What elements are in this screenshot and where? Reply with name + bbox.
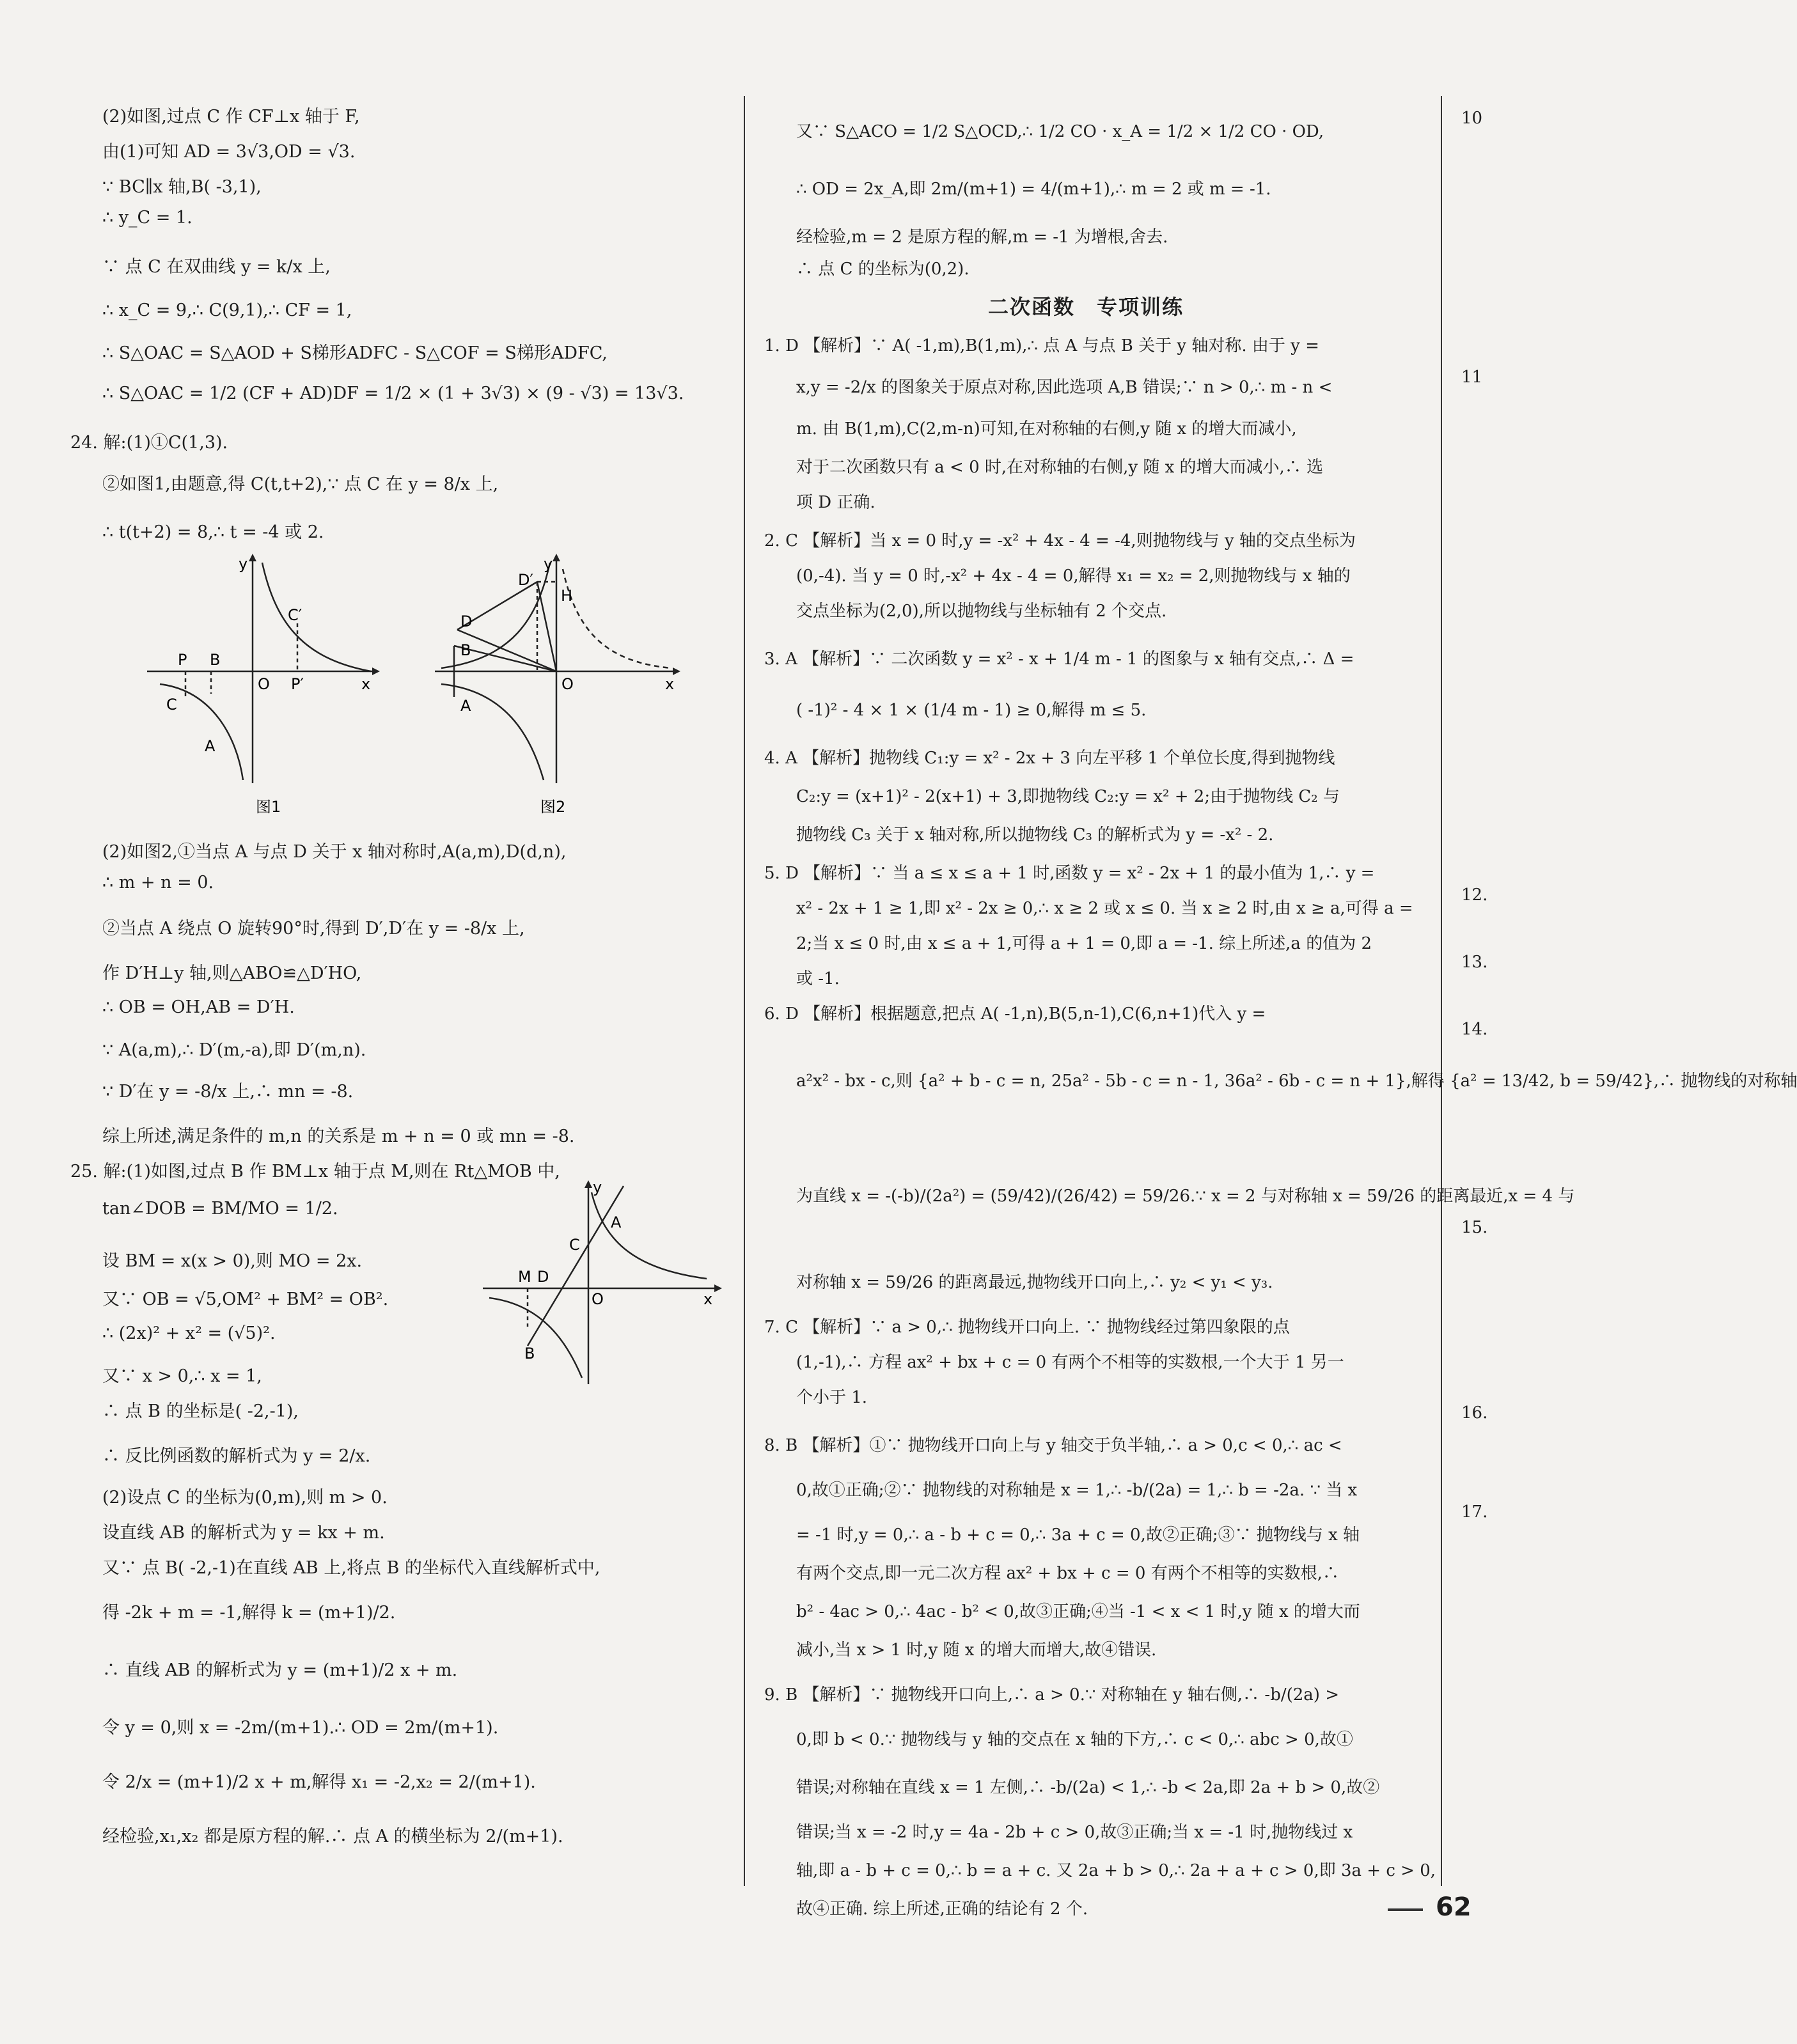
text-line: 又∵ 点 B( -2,-1)在直线 AB 上,将点 B 的坐标代入直线解析式中, — [102, 1558, 600, 1578]
edge-number: 12. — [1461, 885, 1488, 905]
label-o: O — [561, 675, 574, 693]
label-d: D — [537, 1268, 549, 1286]
answer-line: 为直线 x = -(-b)/(2a²) = (59/42)/(26/42) = 59/26.∵ x = 2 与对称轴 x = 59/26 的距离最近,x = 4 与 — [796, 1187, 1575, 1206]
answer-line: b² - 4ac > 0,∴ 4ac - b² < 0,故③正确;④当 -1 < x < 1 时,y 随 x 的增大而 — [796, 1602, 1360, 1621]
answer-line: 有两个交点,即一元二次方程 ax² + bx + c = 0 有两个不相等的实数根,∴ — [796, 1564, 1339, 1583]
answer-line: ( -1)² - 4 × 1 × (1/4 m - 1) ≥ 0,解得 m ≤ 5. — [796, 701, 1147, 720]
text-line: 令 2/x = (m+1)/2 x + m,解得 x₁ = -2,x₂ = 2/(m+1). — [102, 1772, 536, 1792]
label-a: A — [611, 1213, 622, 1231]
answer-line: 轴,即 a - b + c = 0,∴ b = a + c. 又 2a + b > 0,∴ 2a + a + c > 0,即 3a + c > 0, — [796, 1861, 1436, 1880]
text-line: ∵ A(a,m),∴ D′(m,-a),即 D′(m,n). — [102, 1040, 366, 1060]
figure-2-caption: 图2 — [540, 798, 566, 816]
answer-line: 0,故①正确;②∵ 抛物线的对称轴是 x = 1,∴ -b/(2a) = 1,∴ b = -2a. ∵ 当 x — [796, 1481, 1358, 1500]
figure-1 — [141, 543, 396, 818]
label-b: B — [524, 1345, 535, 1362]
text-line: 又∵ x > 0,∴ x = 1, — [102, 1366, 262, 1386]
answer-line: x,y = -2/x 的图象关于原点对称,因此选项 A,B 错误;∵ n > 0,∴ m - n < — [796, 378, 1333, 397]
edge-number: 13. — [1461, 953, 1488, 972]
hyperbola-branch-right — [592, 1192, 707, 1279]
answer-line: 错误;对称轴在直线 x = 1 左侧,∴ -b/(2a) < 1,∴ -b < 2a,即 2a + b > 0,故② — [796, 1778, 1380, 1797]
text-line: ②如图1,由题意,得 C(t,t+2),∵ 点 C 在 y = 8/x 上, — [102, 474, 499, 494]
answer-line: 8. B 【解析】①∵ 抛物线开口向上与 y 轴交于负半轴,∴ a > 0,c < 0,∴ ac < — [764, 1436, 1342, 1455]
answer-line: 3. A 【解析】∵ 二次函数 y = x² - x + 1/4 m - 1 的图象与 x 轴有交点,∴ Δ = — [764, 650, 1354, 669]
text-line: ∴ y_C = 1. — [102, 208, 192, 228]
answer-line: x² - 2x + 1 ≥ 1,即 x² - 2x ≥ 0,∴ x ≥ 2 或 x ≤ 0. 当 x ≥ 2 时,由 x ≥ a,可得 a = — [796, 899, 1413, 918]
text-line: ∴ OB = OH,AB = D′H. — [102, 997, 295, 1017]
text-line: ∴ (2x)² + x² = (√5)². — [102, 1323, 276, 1343]
edge-number: 10 — [1461, 109, 1483, 128]
answer-line: (0,-4). 当 y = 0 时,-x² + 4x - 4 = 0,解得 x₁ = x₂ = 2,则抛物线与 x 轴的 — [796, 566, 1351, 586]
text-line: (2)设点 C 的坐标为(0,m),则 m > 0. — [102, 1488, 388, 1508]
hyperbola-branch-left-top — [441, 563, 550, 668]
text-line: 由(1)可知 AD = 3√3,OD = √3. — [102, 142, 356, 162]
answer-line: 项 D 正确. — [796, 493, 875, 512]
right-edge-divider — [1441, 96, 1442, 1886]
text-line: 综上所述,满足条件的 m,n 的关系是 m + n = 0 或 mn = -8. — [102, 1127, 575, 1146]
column-divider — [744, 96, 745, 1886]
section-title: 二次函数 专项训练 — [988, 295, 1184, 319]
label-c: C — [569, 1236, 580, 1254]
text-line: 得 -2k + m = -1,解得 k = (m+1)/2. — [102, 1603, 396, 1623]
answer-line: a²x² - bx - c,则 {a² + b - c = n, 25a² - 5b - c = n - 1, 36a² - 6b - c = n + 1},解得 {a² = 13/42, b = 59/42},∴ 抛物线的对称轴 — [796, 1072, 1797, 1091]
answer-line: 或 -1. — [796, 969, 840, 988]
label-o: O — [592, 1290, 604, 1308]
text-line: 设直线 AB 的解析式为 y = kx + m. — [102, 1523, 385, 1543]
text-line: 24. 解:(1)①C(1,3). — [70, 433, 228, 453]
answer-line: (1,-1),∴ 方程 ax² + bx + c = 0 有两个不相等的实数根,一个大于 1 另一 — [796, 1353, 1344, 1372]
label-cprime: C′ — [288, 606, 302, 624]
text-line: ∴ x_C = 9,∴ C(9,1),∴ CF = 1, — [102, 300, 352, 320]
label-a: A — [205, 737, 216, 755]
label-y: y — [593, 1178, 602, 1196]
answer-line: 个小于 1. — [796, 1388, 868, 1407]
label-x: x — [703, 1290, 713, 1308]
label-y: y — [544, 555, 553, 573]
answer-line: 6. D 【解析】根据题意,把点 A( -1,n),B(5,n-1),C(6,n+1)代入 y = — [764, 1004, 1266, 1024]
line-ab — [528, 1186, 624, 1346]
text-line: tan∠DOB = BM/MO = 1/2. — [102, 1199, 338, 1219]
segment-od-prime — [537, 582, 556, 671]
answer-line: 5. D 【解析】∵ 当 a ≤ x ≤ a + 1 时,函数 y = x² - 2x + 1 的最小值为 1,∴ y = — [764, 864, 1375, 883]
text-line: ∴ OD = 2x_A,即 2m/(m+1) = 4/(m+1),∴ m = 2 或 m = -1. — [796, 180, 1271, 199]
text-line: 25. 解:(1)如图,过点 B 作 BM⊥x 轴于点 M,则在 Rt△MOB 中, — [70, 1162, 560, 1182]
text-line: 又∵ OB = √5,OM² + BM² = OB². — [102, 1290, 389, 1309]
text-line: ∵ 点 C 在双曲线 y = k/x 上, — [102, 257, 331, 277]
edge-number: 14. — [1461, 1020, 1488, 1039]
label-x: x — [361, 675, 371, 693]
text-line: 经检验,x₁,x₂ 都是原方程的解.∴ 点 A 的横坐标为 2/(m+1). — [102, 1827, 563, 1846]
label-a: A — [460, 697, 471, 715]
text-line: ∴ m + n = 0. — [102, 873, 214, 893]
text-line: 作 D′H⊥y 轴,则△ABO≌△D′HO, — [102, 963, 362, 983]
answer-line: = -1 时,y = 0,∴ a - b + c = 0,∴ 3a + c = 0,故②正确;③∵ 抛物线与 x 轴 — [796, 1525, 1360, 1545]
answer-line: 4. A 【解析】抛物线 C₁:y = x² - 2x + 3 向左平移 1 个单位长度,得到抛物线 — [764, 749, 1335, 768]
label-b: B — [210, 651, 221, 669]
text-line: ∵ D′在 y = -8/x 上,∴ mn = -8. — [102, 1082, 354, 1102]
label-c: C — [166, 696, 177, 714]
answer-line: 减小,当 x > 1 时,y 随 x 的增大而增大,故④错误. — [796, 1641, 1157, 1660]
hyperbola-branch-left-bottom — [441, 684, 544, 780]
label-y: y — [239, 555, 248, 573]
answer-line: 9. B 【解析】∵ 抛物线开口向上,∴ a > 0.∵ 对称轴在 y 轴右侧,∴ -b/(2a) > — [764, 1685, 1339, 1705]
figure-2 — [428, 543, 697, 818]
text-line: ∴ 点 C 的坐标为(0,2). — [796, 260, 969, 279]
text-line: ∵ BC∥x 轴,B( -3,1), — [102, 177, 262, 197]
label-b: B — [460, 641, 471, 659]
answer-line: 0,即 b < 0.∵ 抛物线与 y 轴的交点在 x 轴的下方,∴ c < 0,∴ abc > 0,故① — [796, 1730, 1353, 1749]
text-line: ∴ 反比例函数的解析式为 y = 2/x. — [102, 1446, 371, 1466]
edge-number: 15. — [1461, 1218, 1488, 1237]
text-line: ∴ 点 B 的坐标是( -2,-1), — [102, 1401, 299, 1421]
page-number-dash-left — [1388, 1908, 1423, 1911]
text-line: ∴ 直线 AB 的解析式为 y = (m+1)/2 x + m. — [102, 1660, 458, 1680]
text-line: ∴ t(t+2) = 8,∴ t = -4 或 2. — [102, 522, 324, 542]
answer-line: 故④正确. 综上所述,正确的结论有 2 个. — [796, 1900, 1088, 1919]
text-line: (2)如图2,①当点 A 与点 D 关于 x 轴对称时,A(a,m),D(d,n), — [102, 842, 567, 862]
text-line: 经检验,m = 2 是原方程的解,m = -1 为增根,舍去. — [796, 228, 1168, 247]
label-dprime: D′ — [518, 571, 533, 589]
answer-line: 对称轴 x = 59/26 的距离最远,抛物线开口向上,∴ y₂ < y₁ < y₃. — [796, 1273, 1273, 1292]
hyperbola-branch-left — [489, 1298, 582, 1378]
label-d: D — [460, 612, 473, 630]
edge-number: 11 — [1461, 368, 1483, 387]
answer-line: 对于二次函数只有 a < 0 时,在对称轴的右侧,y 随 x 的增大而减小,∴ 选 — [796, 458, 1324, 477]
text-line: ∴ S△OAC = S△AOD + S梯形ADFC - S△COF = S梯形ADFC, — [102, 343, 608, 363]
text-line: ∴ S△OAC = 1/2 (CF + AD)DF = 1/2 × (1 + 3√3) × (9 - √3) = 13√3. — [102, 384, 684, 403]
label-x: x — [665, 675, 675, 693]
answer-line: 抛物线 C₃ 关于 x 轴对称,所以抛物线 C₃ 的解析式为 y = -x² - 2. — [796, 825, 1274, 845]
label-p: P — [178, 651, 187, 669]
answer-line: 2. C 【解析】当 x = 0 时,y = -x² + 4x - 4 = -4,则抛物线与 y 轴的交点坐标为 — [764, 531, 1356, 550]
page-number: 62 — [1436, 1892, 1471, 1922]
figure-3 — [476, 1173, 732, 1397]
text-line: 设 BM = x(x > 0),则 MO = 2x. — [102, 1251, 363, 1271]
dashed-hyperbola-right — [563, 569, 671, 668]
answer-line: 2;当 x ≤ 0 时,由 x ≤ a + 1,可得 a + 1 = 0,即 a = -1. 综上所述,a 的值为 2 — [796, 934, 1372, 953]
answer-line: 错误;当 x = -2 时,y = 4a - 2b + c > 0,故③正确;当 x = -1 时,抛物线过 x — [796, 1823, 1353, 1842]
answer-line: 1. D 【解析】∵ A( -1,m),B(1,m),∴ 点 A 与点 B 关于 y 轴对称. 由于 y = — [764, 336, 1319, 355]
label-h: H — [561, 587, 573, 605]
text-line: (2)如图,过点 C 作 CF⊥x 轴于 F, — [102, 107, 360, 127]
label-pprime: P′ — [291, 675, 304, 693]
text-line: 又∵ S△ACO = 1/2 S△OCD,∴ 1/2 CO · x_A = 1/2 × 1/2 CO · OD, — [796, 122, 1324, 141]
figure-1-caption: 图1 — [256, 798, 281, 816]
answer-line: 交点坐标为(2,0),所以抛物线与坐标轴有 2 个交点. — [796, 602, 1167, 621]
answer-line: C₂:y = (x+1)² - 2(x+1) + 3,即抛物线 C₂:y = x² + 2;由于抛物线 C₂ 与 — [796, 787, 1340, 806]
hyperbola-branch-right — [262, 563, 371, 671]
edge-number: 16. — [1461, 1403, 1488, 1423]
text-line: ②当点 A 绕点 O 旋转90°时,得到 D′,D′在 y = -8/x 上, — [102, 919, 525, 939]
answer-line: m. 由 B(1,m),C(2,m-n)可知,在对称轴的右侧,y 随 x 的增大而减小, — [796, 419, 1297, 439]
label-m: M — [518, 1268, 531, 1286]
answer-line: 7. C 【解析】∵ a > 0,∴ 抛物线开口向上. ∵ 抛物线经过第四象限的点 — [764, 1318, 1290, 1337]
edge-number: 17. — [1461, 1502, 1488, 1522]
text-line: 令 y = 0,则 x = -2m/(m+1).∴ OD = 2m/(m+1). — [102, 1718, 499, 1738]
label-o: O — [258, 675, 270, 693]
